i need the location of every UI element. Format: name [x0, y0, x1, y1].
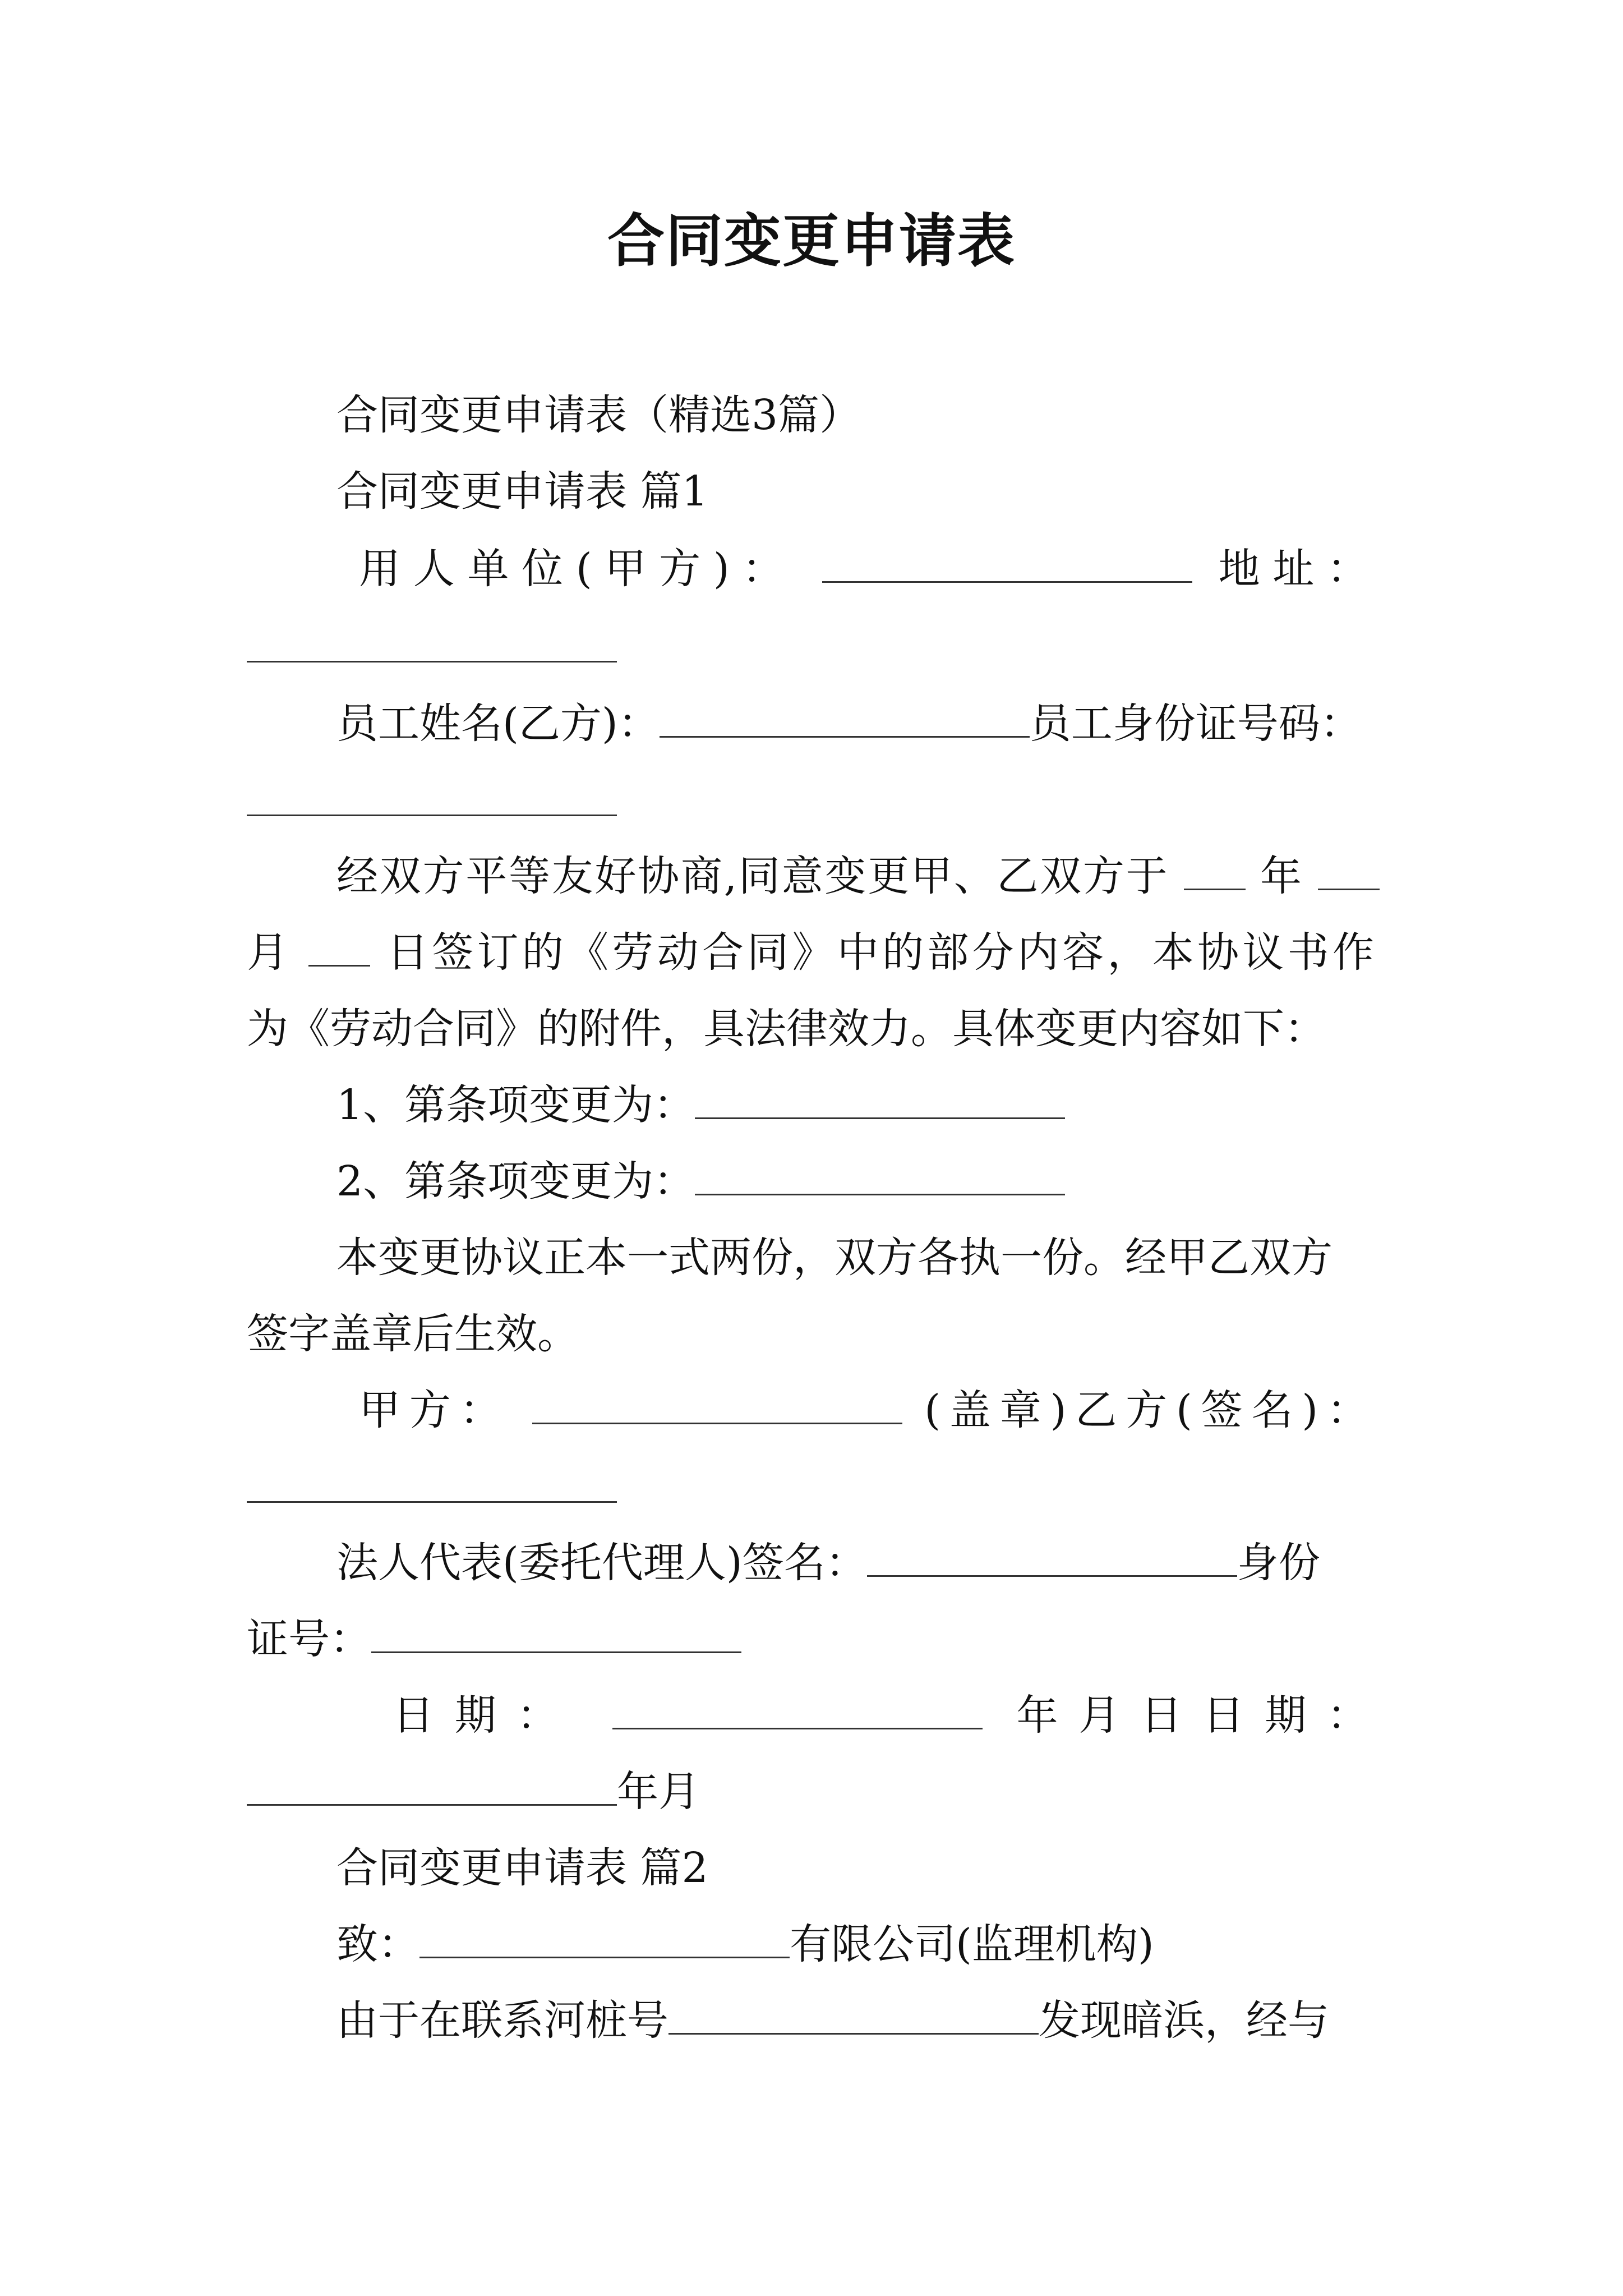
- agreement-line-3: 为《劳动合同》的附件，具法律效力。具体变更内容如下：: [247, 1005, 1326, 1053]
- date-line-2: [247, 1754, 700, 1830]
- date-label: 日期：: [393, 1691, 579, 1740]
- id-label-part-1: 身份: [1237, 1539, 1320, 1587]
- recipient-line: [336, 1906, 1154, 1982]
- employer-blank: [822, 547, 1192, 583]
- company-blank: [419, 1923, 790, 1958]
- change-item-1-label: 1、第条项变更为：: [336, 1081, 695, 1129]
- year-label: 年: [1260, 852, 1303, 900]
- date-blank: [612, 1694, 983, 1729]
- to-label: 致：: [336, 1920, 419, 1968]
- river-text-1: 由于在联系河桩号: [336, 1996, 668, 2045]
- change-item-1-blank: [695, 1084, 1065, 1119]
- document-title: 合同变更申请表: [607, 208, 1016, 275]
- employee-info-line: [336, 685, 1362, 762]
- employee-id-blank: [247, 815, 617, 816]
- agreement-text-2: 日签订的《劳动合同》中的部分内容，本协议书作: [386, 928, 1374, 977]
- id-number-blank: [371, 1618, 741, 1653]
- employer-label: 用人单位(甲方)：: [359, 545, 797, 593]
- employee-id-label: 员工身份证号码：: [1029, 700, 1362, 748]
- employee-name-label: 员工姓名(乙方)：: [336, 700, 660, 748]
- address-blank: [247, 661, 617, 662]
- date-end-label: 年月: [617, 1768, 700, 1816]
- year-blank: [1184, 855, 1246, 890]
- party-a-seal-label: (盖章)乙方(签名)：: [924, 1386, 1369, 1434]
- river-line: [336, 1982, 1329, 2059]
- id-label-part-2: 证号：: [247, 1615, 371, 1663]
- day-blank: [308, 931, 370, 967]
- date-line: [393, 1677, 1368, 1754]
- company-suffix: 有限公司(监理机构): [790, 1920, 1154, 1968]
- river-text-2: 发现暗浜，经与: [1039, 1996, 1329, 2045]
- copies-line-1: 本变更协议正本一式两份，双方各执一份。经甲乙双方: [336, 1234, 1332, 1282]
- agreement-line-2: [247, 914, 1374, 991]
- agreement-line-1: [336, 838, 1380, 914]
- section-1-heading: 合同变更申请表 篇1: [336, 467, 708, 516]
- change-item-1: [336, 1067, 1065, 1143]
- party-a-label: 甲方：: [359, 1386, 510, 1434]
- date-middle-label: 年月日日期：: [1016, 1691, 1368, 1740]
- change-item-2-label: 2、第条项变更为：: [336, 1157, 695, 1205]
- party-b-signature-blank: [247, 1501, 617, 1503]
- address-label: 地址：: [1218, 545, 1368, 593]
- legal-rep-blank: [867, 1542, 1237, 1577]
- signature-line: [359, 1372, 1368, 1448]
- party-a-blank: [532, 1389, 902, 1424]
- legal-rep-line: [336, 1525, 1320, 1601]
- copies-line-2: 签字盖章后生效。: [247, 1310, 579, 1358]
- legal-rep-label: 法人代表(委托代理人)签名：: [336, 1539, 867, 1587]
- stake-number-blank: [668, 1999, 1039, 2035]
- id-number-line: [247, 1601, 741, 1677]
- change-item-2-blank: [695, 1160, 1065, 1195]
- employee-name-blank: [660, 702, 1030, 738]
- agreement-text-1a: 经双方平等友好协商,同意变更甲、乙双方于: [336, 852, 1169, 900]
- document-subtitle: 合同变更申请表（精选3篇）: [336, 391, 861, 439]
- month-blank-1: [1318, 855, 1380, 890]
- employer-address-line: [359, 531, 1368, 607]
- section-2-heading: 合同变更申请表 篇2: [336, 1844, 708, 1892]
- month-label: 月: [247, 928, 292, 977]
- change-item-2: [336, 1143, 1065, 1220]
- date-blank-2: [247, 1770, 617, 1806]
